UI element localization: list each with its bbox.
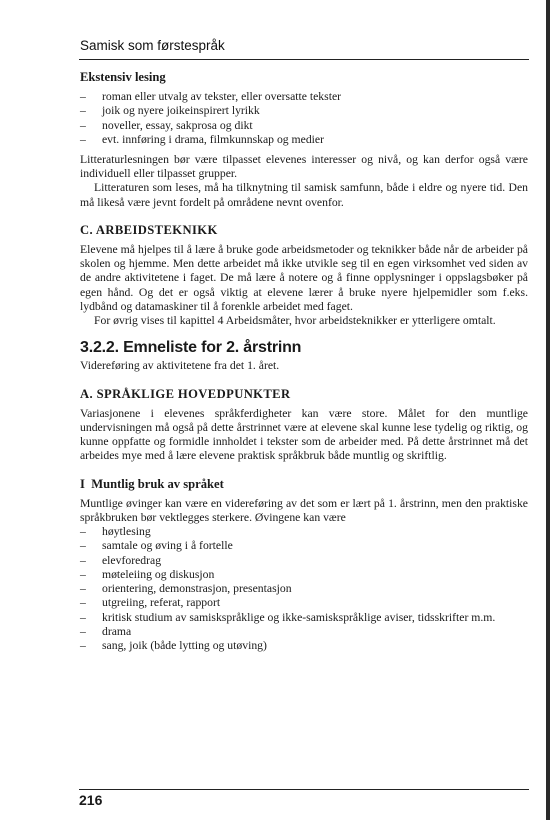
paragraph: Elevene må hjelpes til å lære å bruke gode arbeidsmetoder og teknikker både når de arbeider på skolen og hjemme. Men dette arbeidet må ikke utvikle seg til en egen virksomhet ved siden av de andre aktivitetene i faget. De må lære å notere og å finne opplysninger i oppslagsbøker på egen hånd. Og det er også viktig at elevene lærer å bruke nyere hjelpemidler som f.eks. lydbånd og datamaskiner til å forenkle arbeidet med faget. xyxy=(80,243,528,313)
list-item: – møteleiing og diskusjon xyxy=(80,568,528,582)
list-item: – orientering, demonstrasjon, presentasjon xyxy=(80,582,528,596)
heading-spraklige-hovedpunkter: A. SPRÅKLIGE HOVEDPUNKTER xyxy=(80,386,291,401)
list-item: – utgreiing, referat, rapport xyxy=(80,596,528,610)
page-number: 216 xyxy=(79,792,103,808)
list-item: – noveller, essay, sakprosa og dikt xyxy=(80,119,528,133)
oral-exercises-list xyxy=(80,525,528,653)
list-item: – sang, joik (både lytting og utøving) xyxy=(80,639,528,653)
list-item: – evt. innføring i drama, filmkunnskap og medier xyxy=(80,133,528,147)
heading-arbeidsteknikk: C. ARBEIDSTEKNIKK xyxy=(80,222,218,237)
footer-rule xyxy=(79,789,529,790)
list-item: – kritisk studium av samiskspråklige og ikke-samiskspråklige aviser, tidsskrifter m.m. xyxy=(80,611,528,625)
paragraph: Videreføring av aktivitetene fra det 1. året. xyxy=(80,359,280,373)
heading-emneliste: 3.2.2. Emneliste for 2. årstrinn xyxy=(80,339,302,357)
list-item: – joik og nyere joikeinspirert lyrikk xyxy=(80,104,528,118)
paragraph: For øvrig vises til kapittel 4 Arbeidsmåter, hvor arbeidsteknikker er ytterligere omtalt. xyxy=(94,314,496,328)
paragraph: Muntlige øvinger kan være en videreføring av det som er lært på 1. årstrinn, men den praktiske språkbruken bør vektlegges sterkere. Øvingene kan være xyxy=(80,496,528,525)
heading-muntlig-bruk: I Muntlig bruk av språket xyxy=(80,476,224,491)
list-item: – elevforedrag xyxy=(80,554,528,568)
paragraph: Litteraturlesningen bør være tilpasset elevenes interesser og nivå, og kan derfor også være individuell eller tilpasset grupper. xyxy=(80,153,528,181)
extensive-reading-list xyxy=(80,90,528,147)
list-item: – høytlesing xyxy=(80,525,528,539)
heading-extensive-reading: Ekstensiv lesing xyxy=(80,70,166,84)
header-rule xyxy=(79,59,529,60)
paragraph: Litteraturen som leses, må ha tilknytning til samisk samfunn, både i eldre og nyere tid. Den må likeså være jevnt fordelt på områdene nevnt ovenfor. xyxy=(80,181,528,209)
list-item: – drama xyxy=(80,625,528,639)
paragraph: Variasjonene i elevenes språkferdigheter kan være store. Målet for den muntlige undervisningen må også på dette årstrinnet være at elevene skal kunne lese tydelig og riktig, og kunne oppfatte og formidle innholdet i tekster som de arbeider med. På dette årstrinnet må det arbeides mye med å lære elevene praktisk språkbruk både muntlig og skriftlig. xyxy=(80,406,528,463)
page-content xyxy=(80,70,528,653)
running-header: Samisk som førstespråk xyxy=(80,38,225,53)
list-item: – roman eller utvalg av tekster, eller oversatte tekster xyxy=(80,90,528,104)
list-item: – samtale og øving i å fortelle xyxy=(80,539,528,553)
